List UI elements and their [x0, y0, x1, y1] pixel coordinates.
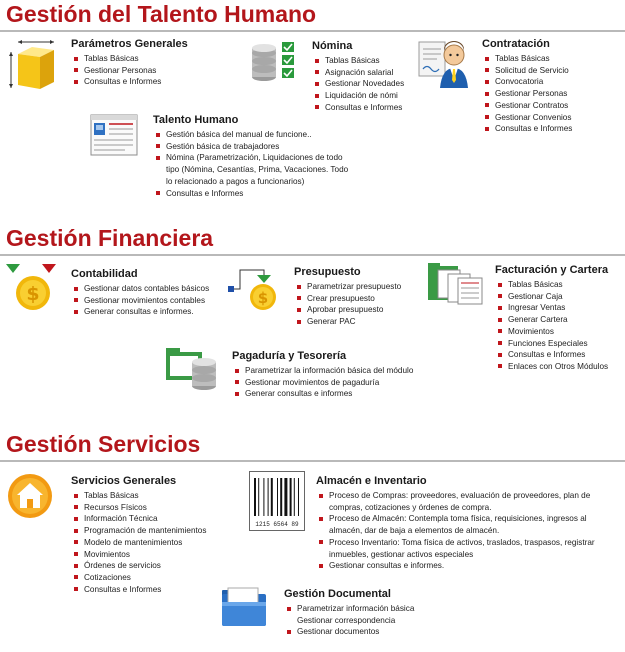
list-item: Gestionar Convenios [482, 112, 572, 124]
module-parametros-generales [71, 38, 188, 88]
coin-flow-icon [226, 264, 286, 319]
list-item: Parametrizar información básica [284, 603, 414, 615]
section-title-talento: Gestión del Talento Humano [6, 1, 317, 27]
list-item: Gestionar correspondencia [297, 615, 396, 625]
list-item: Información Técnica [71, 513, 206, 525]
list-item: Gestionar movimientos de pagaduría [232, 377, 413, 389]
barcode-bar [254, 478, 256, 516]
list-item: Liquidación de nómi [312, 90, 414, 102]
module-gestion-documental [284, 588, 414, 638]
list-item: Proceso de Almacén: Contempla toma física, requisiciones, ingresos al almacén, dar de baja a elementos de almacén. [316, 513, 606, 536]
list-item: Proceso de Compras: proveedores, evaluación de proveedores, plan de compras, cotizaciones y órdenes de compra. [316, 490, 606, 513]
home-button-icon [6, 472, 54, 525]
barcode-bar [271, 478, 273, 516]
barcode-bar [290, 478, 292, 516]
list-item: Generar PAC [294, 316, 401, 328]
barcode-bar [277, 478, 278, 516]
barcode-bar [294, 478, 295, 516]
list-item: Consultas e Informes [71, 584, 206, 596]
list-item: Generar consultas e informes [232, 388, 413, 400]
barcode-bar [263, 478, 264, 516]
list-item: Gestión básica del manual de funcione.. [153, 129, 353, 141]
list-item: Aprobar presupuesto [294, 304, 401, 316]
businessman-contract-icon [417, 36, 471, 95]
barcode-bar [258, 478, 259, 516]
list-item: Gestionar documentos [284, 626, 414, 638]
module-pagaduria-tesoreria [232, 350, 413, 400]
module-contabilidad [71, 268, 209, 318]
module-nomina [312, 40, 414, 114]
list-item: Tablas Básicas [312, 55, 414, 67]
list-item: Proceso Inventario: Toma física de activos, traslados, traspasos, registrar inmuebles, gestionar activos especiales [316, 537, 606, 560]
list-item: Tablas Básicas [71, 53, 188, 65]
barcode-bar [268, 478, 269, 516]
list-item: Consultas e Informes [71, 76, 188, 88]
coins-checklist-icon [250, 38, 302, 87]
gold-coin-arrows-icon [4, 262, 64, 317]
module-title: Presupuesto [294, 266, 361, 278]
list-item: Parametrizar presupuesto [294, 281, 401, 293]
list-item: Órdenes de servicios [71, 560, 206, 572]
list-item: Consultas e Informes [153, 188, 353, 200]
blue-folder-icon [218, 584, 270, 635]
module-presupuesto [294, 266, 401, 328]
list-item: Gestionar movimientos contables [71, 295, 209, 307]
list-item: Generar Cartera [495, 314, 608, 326]
section-title-servicios: Gestión Servicios [6, 431, 201, 457]
module-title: Nómina [312, 40, 353, 52]
list-item: Modelo de mantenimientos [71, 537, 206, 549]
section-title-financiera: Gestión Financiera [6, 225, 214, 251]
list-item: Movimientos [495, 326, 608, 338]
module-talento-humano [153, 114, 353, 199]
list-item: Gestión básica de trabajadores [153, 141, 353, 153]
module-facturacion-cartera [495, 264, 608, 373]
svg-text:$: $ [26, 283, 40, 305]
svg-text:$: $ [257, 289, 269, 307]
module-title: Servicios Generales [71, 475, 177, 487]
module-servicios-generales [71, 475, 206, 595]
module-title: Facturación y Cartera [495, 264, 609, 276]
list-item: Tablas Básicas [482, 53, 572, 65]
list-item: Gestionar consultas e informes. [316, 560, 606, 572]
barcode-bar [298, 478, 299, 516]
list-item: Enlaces con Otros Módulos [495, 361, 608, 373]
list-item: Tablas Básicas [71, 490, 206, 502]
module-title: Contabilidad [71, 268, 138, 280]
list-item: Programación de mantenimientos [71, 525, 206, 537]
barcode-number: 1215 6564 89 [255, 521, 299, 528]
list-item: Consultas e Informes [312, 102, 414, 114]
list-item: Tablas Básicas [495, 279, 608, 291]
list-item: Cotizaciones [71, 572, 206, 584]
list-item: Nómina (Parametrización, Liquidaciones de todo tipo (Nómina, Cesantías, Prima, Vacaciones. Todo lo relacionado a pagos a funcionarios) [153, 152, 353, 187]
list-item: Generar consultas e informes. [71, 306, 209, 318]
invoice-folders-icon [426, 260, 488, 311]
list-item: Movimientos [71, 549, 206, 561]
yellow-cube-icon [6, 38, 62, 99]
list-item: Gestionar datos contables básicos [71, 283, 209, 295]
document-report-icon [89, 113, 139, 162]
folder-coins-icon [164, 344, 220, 395]
section-divider [0, 30, 625, 32]
module-title: Pagaduría y Tesorería [232, 350, 347, 362]
module-title: Contratación [482, 38, 550, 50]
list-item: Consultas e Informes [495, 349, 608, 361]
module-title: Gestión Documental [284, 588, 391, 600]
list-item: Gestionar Contratos [482, 100, 572, 112]
list-item: Crear presupuesto [294, 293, 401, 305]
list-item: Gestionar Novedades [312, 78, 414, 90]
module-title: Parámetros Generales [71, 38, 188, 50]
barcode-bar [280, 478, 282, 516]
list-item: Consultas e Informes [482, 123, 572, 135]
module-contratacion [482, 38, 572, 135]
list-item: Asignación salarial [312, 67, 414, 79]
list-item: Recursos Físicos [71, 502, 206, 514]
section-divider [0, 254, 625, 256]
module-almacen-inventario [316, 475, 606, 572]
list-item: Gestionar Personas [482, 88, 572, 100]
list-item: Ingresar Ventas [495, 302, 608, 314]
list-item: Gestionar Caja [495, 291, 608, 303]
module-title: Almacén e Inventario [316, 475, 427, 487]
module-title: Talento Humano [153, 114, 239, 126]
list-item: Funciones Especiales [495, 338, 608, 350]
list-item: Parametrizar la información básica del módulo [232, 365, 413, 377]
barcode-icon [249, 471, 305, 531]
list-item: Gestionar Personas [71, 65, 188, 77]
barcode-bar [284, 478, 287, 516]
list-item: Solicitud de Servicio [482, 65, 572, 77]
list-item: Convocatoria [482, 76, 572, 88]
section-divider [0, 460, 625, 462]
